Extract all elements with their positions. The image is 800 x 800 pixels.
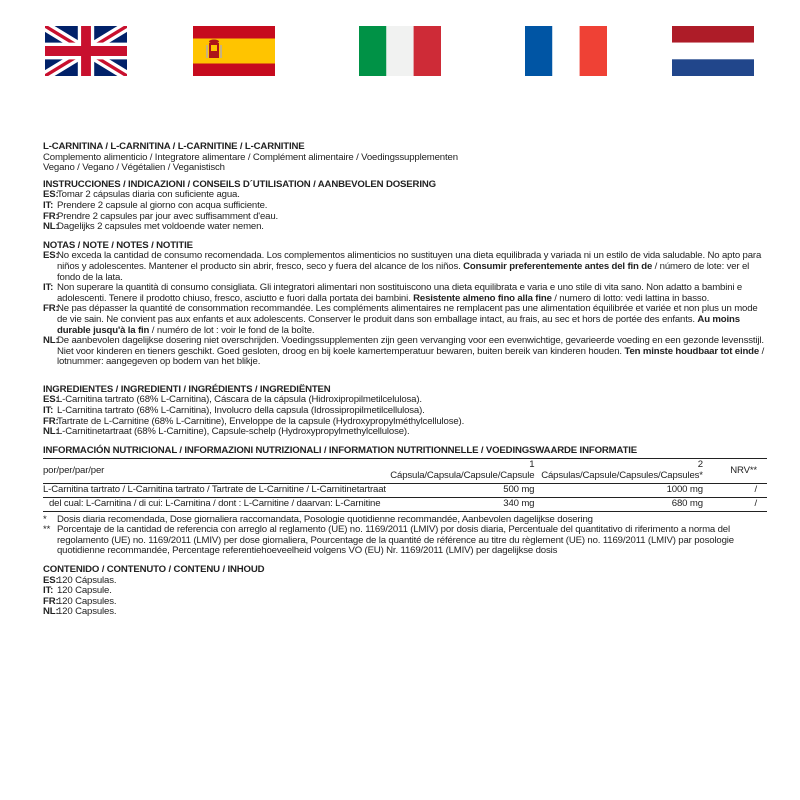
contents-item: IT: 120 Capsule. — [43, 585, 112, 597]
contents-heading: CONTENIDO / CONTENUTO / CONTENU / INHOUD — [43, 564, 265, 575]
note-item: ES: No exceda la cantidad de consumo recomendada. Los complementos alimenticios no sustituyen una dieta equilibrada y variada ni un estilo de vida saludable. No apto para niños y adolescentes. Mantener el producto sin abrir, fresco, seco y fuera del alcance de los niños. Consumir preferentemente antes del fin de / número de lote: ver el fondo de la lata. — [43, 250, 762, 283]
value-1-capsule: 340 mg — [390, 497, 534, 511]
ingredient-item: NL: L-Carnitinetartraat (68% L-Carnitine), Capsule-schelp (Hydroxypropylmethylcellulose). — [43, 426, 410, 438]
value-1-capsule: 500 mg — [390, 484, 534, 498]
column-header: 2 Cápsulas/Capsule/Capsules/Capsules* — [534, 459, 703, 484]
instructions-heading: INSTRUCCIONES / INDICAZIONI / CONSEILS D´UTILISATION / AANBEVOLEN DOSERING — [43, 178, 436, 190]
column-header: por/per/par/per — [43, 459, 390, 484]
column-header: NRV** — [703, 459, 767, 484]
ingredient-item: IT: L-Carnitina tartrato (68% L-Carnitina), Involucro della capsula (Idrossipropilmetilcellulosa). — [43, 405, 425, 417]
footnote: ** Porcentaje de la cantidad de referencia con arreglo al reglamento (UE) no. 1169/2011 (LMIV) por dosis diaria, Percentuale del quantitativo di riferimento a norma del regolamento (UE) no. 1169/2011 (LMIV) per dose giornaliera, Pourcentage de la quantité de référence au titre du règlement (UE) no. 1169/2011 (LMIV) par posologie quotidienne recommandée, Percentage referentiehoeveelheid volgens VO (EU) Nr. 1169/2011 (LMIV) per dagelijkse dosis — [43, 524, 734, 557]
ingredient-item: FR: Tartrate de L-Carnitine (68% L-Carnitine), Enveloppe de la capsule (Hydroxypropylméthylcellulose). — [43, 415, 465, 427]
note-item: NL: De aanbevolen dagelijkse dosering niet overschrijden. Voedingssupplementen zijn geen vervanging voor een evenwichtige, gevarieerde voeding en een gezonde levensstijl. Niet voor kinderen en tieners geschikt. Goed gesloten, droog en bij koele kamertemperatuur bewaren, buiten bereik van kinderen houden. Ten minste houdbaar tot einde / lotnummer: aangegeven op bodem van het blikje. — [43, 335, 765, 368]
table-row — [43, 497, 767, 511]
instructions-list — [43, 190, 767, 232]
ingredients-heading: INGREDIENTES / INGREDIENTI / INGRÉDIENTS / INGREDIËNTEN — [43, 383, 331, 395]
france-flag-icon — [525, 26, 607, 76]
contents-item: ES: 120 Cápsulas. — [43, 574, 117, 586]
nrv-value: / — [703, 484, 767, 498]
value-2-capsules: 1000 mg — [534, 484, 703, 498]
footnote: * Dosis diaria recomendada, Dose giornaliera raccomandata, Posologie quotidienne recommandée, Aanbevolen dagelijkse dosering — [43, 513, 593, 525]
column-header: 1 Cápsula/Capsula/Capsule/Capsule — [390, 459, 534, 484]
nutrient-name: del cual: L-Carnitina / di cui: L-Carnitina / dont : L-Carnitine / daarvan: L-Carnitine — [43, 497, 390, 511]
contents-list — [43, 576, 767, 618]
table-row — [43, 484, 767, 498]
nutrition-heading: INFORMACIÓN NUTRICIONAL / INFORMAZIONI NUTRIZIONALI / INFORMATION NUTRITIONNELLE / VOEDINGSWAARDE INFORMATIE — [43, 444, 638, 456]
instruction-item: ES: Tomar 2 cápsulas diaria con suficiente agua. — [43, 189, 240, 201]
contents-item: FR: 120 Capsules. — [43, 595, 117, 607]
product-subtitle: Complemento alimenticio / Integratore alimentare / Complément alimentaire / Voedingssupplementen — [43, 151, 458, 163]
ingredients-list — [43, 395, 767, 437]
nutrition-header-row — [43, 459, 767, 484]
notes-heading: NOTAS / NOTE / NOTES / NOTITIE — [43, 239, 193, 251]
label-text — [43, 142, 767, 618]
note-item: IT: Non superare la quantità di consumo consigliata. Gli integratori alimentari non sostituiscono una dieta equilibrata e varia e uno stile di vita sano. Non adatto a bambini e adolescenti. Tenere il prodotto chiuso, fresco, asciutto e fuori dalla portata dei bambini. Resistente almeno fino alla fine / numero di lotto: vedi lattina in basso. — [43, 282, 743, 304]
value-2-capsules: 680 mg — [534, 497, 703, 511]
notes-list — [43, 251, 767, 368]
ingredient-item: ES: L-Carnitina tartrato (68% L-Carnitina), Cáscara de la cápsula (Hidroxipropilmetilcelulosa). — [43, 394, 422, 406]
italy-flag-icon — [359, 26, 441, 76]
contents-item: NL: 120 Capsules. — [43, 606, 117, 618]
instruction-item: FR: Prendre 2 capsules par jour avec suffisamment d'eau. — [43, 210, 279, 222]
netherlands-flag-icon — [672, 26, 754, 76]
uk-flag-icon — [45, 26, 127, 76]
nutrient-name: L-Carnitina tartrato / L-Carnitina tartrato / Tartrate de L-Carnitine / L-Carnitinetartraat — [43, 484, 390, 498]
flag-row — [0, 26, 800, 78]
diet-info: Vegano / Vegano / Végétalien / Veganistisch — [43, 162, 225, 174]
nrv-value: / — [703, 497, 767, 511]
product-title: L-CARNITINA / L-CARNITINA / L-CARNITINE / L-CARNITINE — [43, 141, 305, 152]
instruction-item: IT: Prendere 2 capsule al giorno con acqua sufficiente. — [43, 199, 268, 211]
nutrition-table — [43, 458, 767, 511]
instruction-item: NL: Dagelijks 2 capsules met voldoende water nemen. — [43, 221, 264, 233]
note-item: FR: Ne pas dépasser la quantité de consommation recommandée. Les compléments alimentaires ne remplacent pas une alimentation équilibrée et variée et non plus un mode de vie sain. Ne convient pas aux enfants et aux adolescents. Conserver le produit dans son emballage intact, au frais, au sec et hors de portée des enfants. Au moins durable jusqu'à la fin / numéro de lot : voir le fond de la boîte. — [43, 303, 758, 336]
spain-flag-icon — [193, 26, 275, 76]
